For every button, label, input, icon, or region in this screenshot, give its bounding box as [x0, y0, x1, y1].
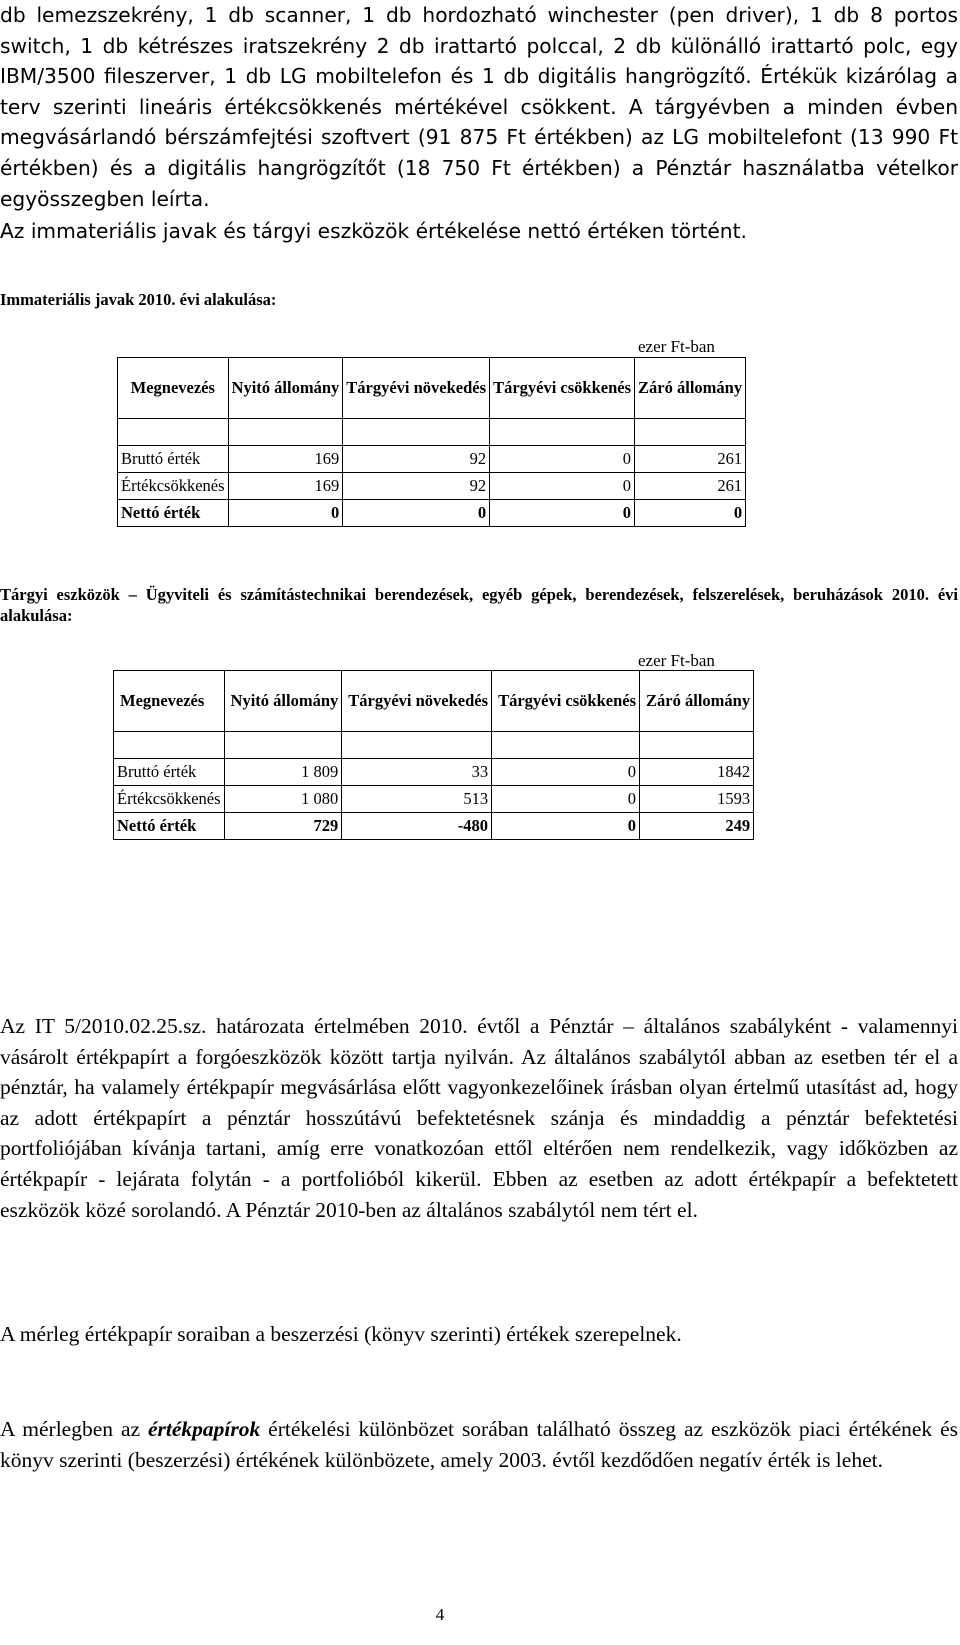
cell: 0: [492, 813, 640, 840]
header-cell: Tárgyévi csökkenés: [492, 671, 640, 732]
table-header-row: [114, 671, 754, 732]
row-label: Nettó érték: [114, 813, 225, 840]
cell: 261: [635, 473, 746, 500]
text-span: A mérlegben az: [0, 1417, 148, 1441]
cell: -480: [342, 813, 492, 840]
intangible-assets-table: [117, 357, 746, 527]
row-label: Értékcsökkenés: [114, 786, 225, 813]
cell: 1842: [640, 759, 754, 786]
table-row: [118, 500, 746, 527]
spacer-row: [118, 419, 746, 446]
table-row: [114, 786, 754, 813]
table-row: [118, 446, 746, 473]
tangible-assets-table: [113, 670, 754, 840]
header-cell: Záró állomány: [635, 358, 746, 419]
table-row: [118, 473, 746, 500]
securities-policy-paragraph: Az IT 5/2010.02.25.sz. határozata értelmében 2010. évtől a Pénztár – általános szabályként - valamennyi vásárolt értékpapírt a forgóeszközök között tartja nyilván. Az általános szabálytól abban az esetben tér el a pénztár, ha valamely értékpapír megvásárlása előtt vagyonkezelőinek írásban olyan értelmű utasítást ad, hogy az adott értékpapírt a pénztár hosszútávú befektetésnek szánja és mindaddig a pénztár befektetési portfoliójában kívánja tartani, amíg erre vonatkozóan ettől eltérően nem rendelkezik, vagy időközben az értékpapír - lejárata folytán - a portfolióból kikerül. Ebben az esetben az adott értékpapír a befektetett eszközök közé sorolandó. A Pénztár 2010-ben az általános szabálytól nem tért el.: [0, 1014, 958, 1222]
cell: 169: [228, 473, 343, 500]
row-label: Nettó érték: [118, 500, 229, 527]
header-cell: Megnevezés: [114, 671, 225, 732]
balance-sheet-note: A mérleg értékpapír soraiban a beszerzési (könyv szerinti) értékek szerepelnek.: [0, 1322, 682, 1346]
cell: 0: [635, 500, 746, 527]
valuation-note: Az immateriális javak és tárgyi eszközök értékelése nettó értéken történt.: [0, 219, 747, 243]
valuation-difference-paragraph: [0, 1414, 958, 1475]
table2-unit: ezer Ft-ban: [638, 651, 715, 670]
table1-heading: Immateriális javak 2010. évi alakulása:: [0, 290, 277, 309]
cell: 92: [343, 473, 490, 500]
cell: 33: [342, 759, 492, 786]
row-label: Bruttó érték: [114, 759, 225, 786]
cell: 513: [342, 786, 492, 813]
cell: 1 809: [224, 759, 342, 786]
cell: 0: [490, 500, 635, 527]
header-cell: Tárgyévi növekedés: [343, 358, 490, 419]
cell: 1 080: [224, 786, 342, 813]
intro-paragraph: db lemezszekrény, 1 db scanner, 1 db hordozható winchester (pen driver), 1 db 8 portos switch, 1 db kétrészes iratszekrény 2 db irattartó polccal, 2 db különálló irattartó polc, egy IBM/3500 fileszerver, 1 db LG mobiltelefon és 1 db digitális hangrögzítő. Értékük kizárólag a terv szerinti lineáris értékcsökkenés mértékével csökkent. A tárgyévben a minden évben megvásárlandó bérszámfejtési szoftvert (91 875 Ft értékben) az LG mobiltelefont (13 990 Ft értékben) és a digitális hangrögzítőt (18 750 Ft értékben) a Pénztár használatba vételkor egyösszegben leírta.: [0, 3, 958, 211]
cell: 0: [490, 473, 635, 500]
header-cell: Tárgyévi növekedés: [342, 671, 492, 732]
header-cell: Megnevezés: [118, 358, 229, 419]
table-row: [114, 813, 754, 840]
row-label: Bruttó érték: [118, 446, 229, 473]
header-cell: Záró állomány: [640, 671, 754, 732]
emphasized-term: értékpapírok: [147, 1417, 261, 1441]
cell: 0: [228, 500, 343, 527]
cell: 0: [343, 500, 490, 527]
cell: 0: [490, 446, 635, 473]
table2-heading: Tárgyi eszközök – Ügyviteli és számítástechnikai berendezések, egyéb gépek, berendezések, felszerelések, beruházások 2010. évi alakulása:: [0, 585, 958, 625]
header-cell: Tárgyévi csökkenés: [490, 358, 635, 419]
cell: 729: [224, 813, 342, 840]
page-number: 4: [435, 1605, 445, 1624]
text-span: értékelési különbözet sorában található összeg az eszközök piaci értékének és könyv szerinti (beszerzési) értékének különbözete, amely 2003. évtől kezdődően negatív érték is lehet.: [0, 1417, 958, 1472]
row-label: Értékcsökkenés: [118, 473, 229, 500]
spacer-row: [114, 732, 754, 759]
cell: 169: [228, 446, 343, 473]
cell: 1593: [640, 786, 754, 813]
cell: 0: [492, 759, 640, 786]
header-cell: Nyitó állomány: [224, 671, 342, 732]
table1-unit: ezer Ft-ban: [638, 337, 715, 356]
cell: 249: [640, 813, 754, 840]
cell: 261: [635, 446, 746, 473]
cell: 0: [492, 786, 640, 813]
header-cell: Nyitó állomány: [228, 358, 343, 419]
table-header-row: [118, 358, 746, 419]
cell: 92: [343, 446, 490, 473]
table-row: [114, 759, 754, 786]
